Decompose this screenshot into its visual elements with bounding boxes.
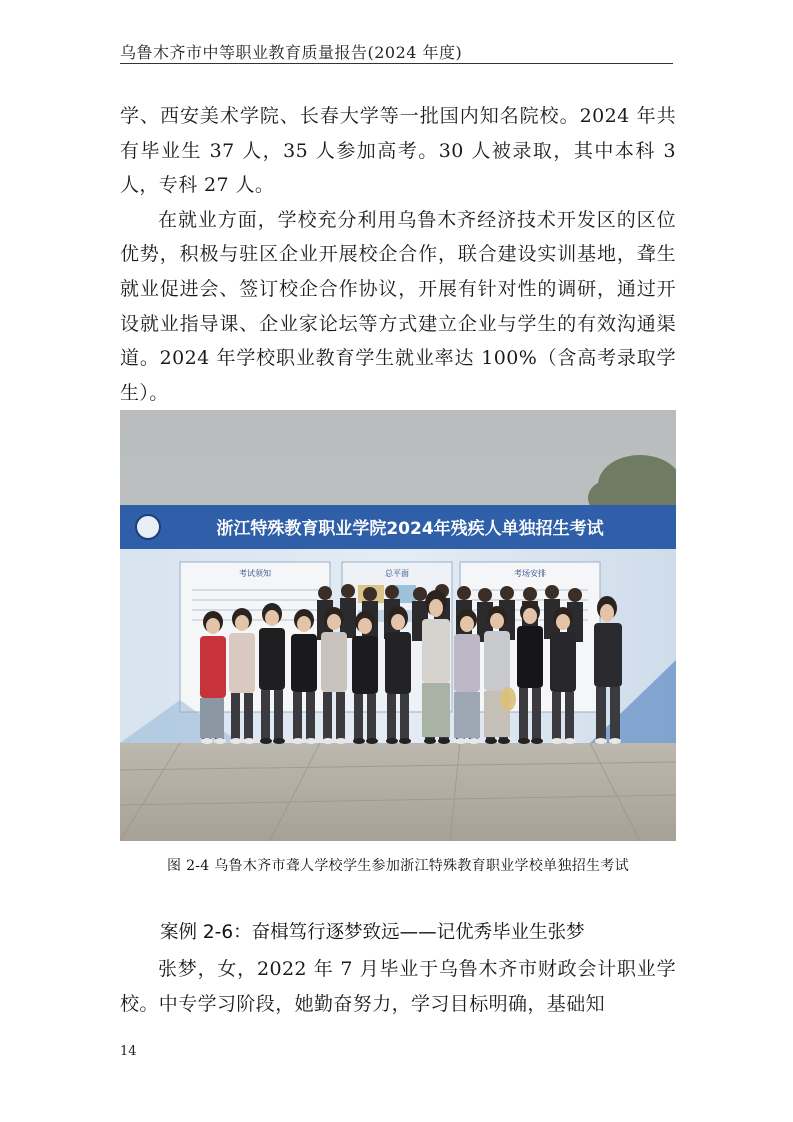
paragraph-2: 在就业方面，学校充分利用乌鲁木齐经济技术开发区的区位优势，积极与驻区企业开展校企合作，联合建设实训基地，聋生就业促进会、签订校企合作协议，开展有针对性的调研，通过开设就业指导课、企业家论坛等方式建立企业与学生的有效沟通渠道。2024 年学校职业教育学生就业率达 100%（含高考录取学生）。 [120,208,676,404]
case-paragraph: 张梦，女，2022 年 7 月毕业于乌鲁木齐市财政会计职业学校。中专学习阶段，她勤奋努力，学习目标明确，基础知 [120,958,676,1015]
case-body-text [120,952,676,1021]
panel-title-3: 考场安排 [514,569,546,578]
running-header: 乌鲁木齐市中等职业教育质量报告(2024 年度) [120,43,463,62]
banner-title: 浙江特殊教育职业学院2024年残疾人单独招生考试 [216,519,604,539]
page-number: 14 [120,1044,137,1059]
figure-caption: 图 2-4 乌鲁木齐市聋人学校学生参加浙江特殊教育职业学校单独招生考试 [167,858,629,874]
header-rule [120,63,673,64]
group-photo [120,410,676,841]
panel-title-1: 考试须知 [239,569,271,578]
case-title: 案例 2-6：奋楫笃行逐梦致远——记优秀毕业生张梦 [160,922,585,943]
body-text [120,99,676,410]
panel-title-2: 总平面 [385,569,409,578]
paragraph-1: 学、西安美术学院、长春大学等一批国内知名院校。2024 年共有毕业生 37 人，35 人参加高考。30 人被录取，其中本科 3 人，专科 27 人。 [120,105,676,197]
